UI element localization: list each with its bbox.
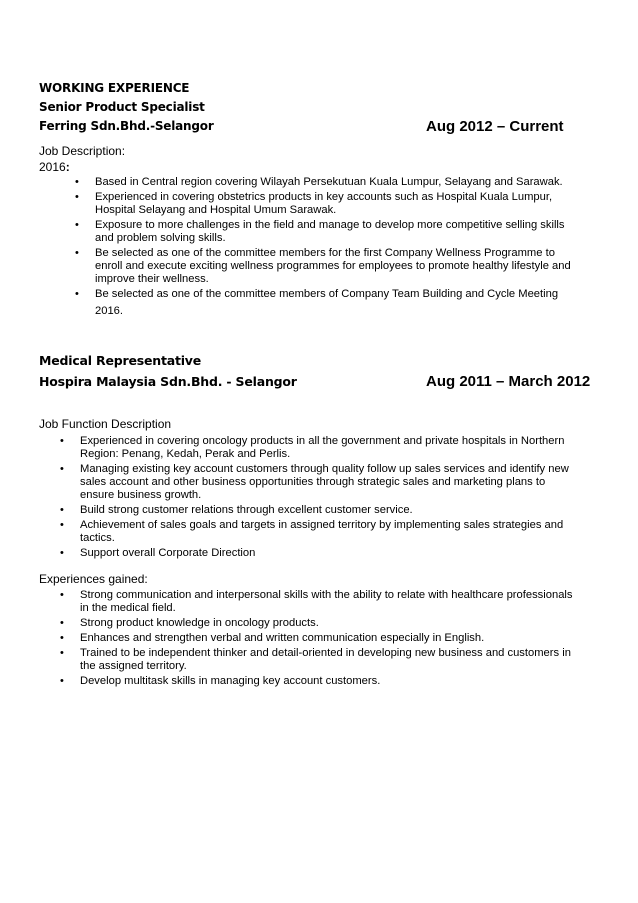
bullet-icon: • (60, 435, 64, 447)
list-item-text: Experienced in covering oncology products in all the government and private hospitals in Northern (80, 435, 565, 447)
bullet-icon: • (75, 176, 79, 188)
list-item (60, 519, 620, 545)
list-item-text: Develop multitask skills in managing key account customers. (80, 675, 381, 687)
list-item-text: the assigned territory. (80, 660, 187, 672)
bullet-icon: • (75, 288, 79, 300)
list-item-text: Region: Penang, Kedah, Perak and Perlis. (80, 448, 291, 460)
job1-desc-label: Job Description: (39, 144, 126, 158)
job2-gained-label: Experiences gained: (39, 572, 148, 586)
list-item (60, 675, 620, 688)
list-item-text: tactics. (80, 532, 115, 544)
list-item (60, 435, 620, 461)
job2-function-list (60, 435, 620, 562)
list-item-text: Hospital Selayang and Hospital Umum Sarawak. (95, 204, 337, 216)
list-item (60, 463, 620, 502)
job2-company: Hospira Malaysia Sdn.Bhd. - Selangor (39, 374, 297, 389)
list-item (60, 547, 620, 560)
list-item (75, 247, 620, 286)
section-title: WORKING EXPERIENCE (39, 81, 190, 95)
list-item-text: Trained to be independent thinker and detail-oriented in developing new business and customers in (80, 647, 571, 659)
bullet-icon: • (75, 191, 79, 203)
job2-function-label: Job Function Description (39, 417, 172, 431)
bullet-icon: • (60, 647, 64, 659)
list-item-text: Be selected as one of the committee members of Company Team Building and Cycle Meeting (95, 288, 559, 300)
list-item (75, 176, 620, 189)
list-item-text: ensure business growth. (80, 489, 202, 501)
bullet-icon: • (60, 589, 64, 601)
job1-year-label: 2016: (39, 160, 70, 174)
list-item (60, 617, 620, 630)
job1-dates: Aug 2012 – Current (426, 118, 564, 135)
job1-bullet-list (75, 176, 620, 320)
job2-dates: Aug 2011 – March 2012 (426, 373, 591, 390)
list-item (60, 632, 620, 645)
list-item-text: Enhances and strengthen verbal and written communication especially in English. (80, 632, 485, 644)
bullet-icon: • (60, 463, 64, 475)
list-item (75, 288, 620, 318)
list-item-text: Based in Central region covering Wilayah Persekutuan Kuala Lumpur, Selayang and Sarawak. (95, 176, 563, 188)
bullet-icon: • (75, 247, 79, 259)
list-item-text: Achievement of sales goals and targets in assigned territory by implementing sales strategies and (80, 519, 564, 531)
job2-gained-list (60, 589, 620, 690)
list-item-text: 2016. (95, 305, 123, 317)
bullet-icon: • (60, 617, 64, 629)
job2-title: Medical Representative (39, 353, 202, 368)
bullet-icon: • (60, 675, 64, 687)
list-item-text: enroll and execute exciting wellness programmes for employees to promote healthy lifestyle and (95, 260, 571, 272)
list-item-text: Exposure to more challenges in the field and manage to develop more competitive selling skills (95, 219, 565, 231)
job1-company: Ferring Sdn.Bhd.-Selangor (39, 119, 214, 133)
list-item-text: improve their wellness. (95, 273, 209, 285)
list-item (60, 504, 620, 517)
list-item-text: Managing existing key account customers through quality follow up sales services and identify new (80, 463, 569, 475)
list-item (60, 647, 620, 673)
list-item (75, 191, 620, 217)
bullet-icon: • (60, 547, 64, 559)
list-item-text: in the medical field. (80, 602, 176, 614)
list-item-text: and problem solving skills. (95, 232, 226, 244)
list-item (60, 589, 620, 615)
list-item (75, 219, 620, 245)
bullet-icon: • (60, 519, 64, 531)
bullet-icon: • (60, 504, 64, 516)
job1-title: Senior Product Specialist (39, 100, 205, 114)
list-item-text: Support overall Corporate Direction (80, 547, 256, 559)
list-item-text: Be selected as one of the committee members for the first Company Wellness Programme to (95, 247, 555, 259)
bullet-icon: • (75, 219, 79, 231)
bullet-icon: • (60, 632, 64, 644)
list-item-text: Strong product knowledge in oncology products. (80, 617, 319, 629)
list-item-text: Build strong customer relations through excellent customer service. (80, 504, 413, 516)
list-item-text: Strong communication and interpersonal skills with the ability to relate with healthcare professionals (80, 589, 573, 601)
list-item-text: Experienced in covering obstetrics products in key accounts such as Hospital Kuala Lumpur, (95, 191, 553, 203)
list-item-text: sales account and other business opportunities through strategic sales and marketing plans to (80, 476, 546, 488)
